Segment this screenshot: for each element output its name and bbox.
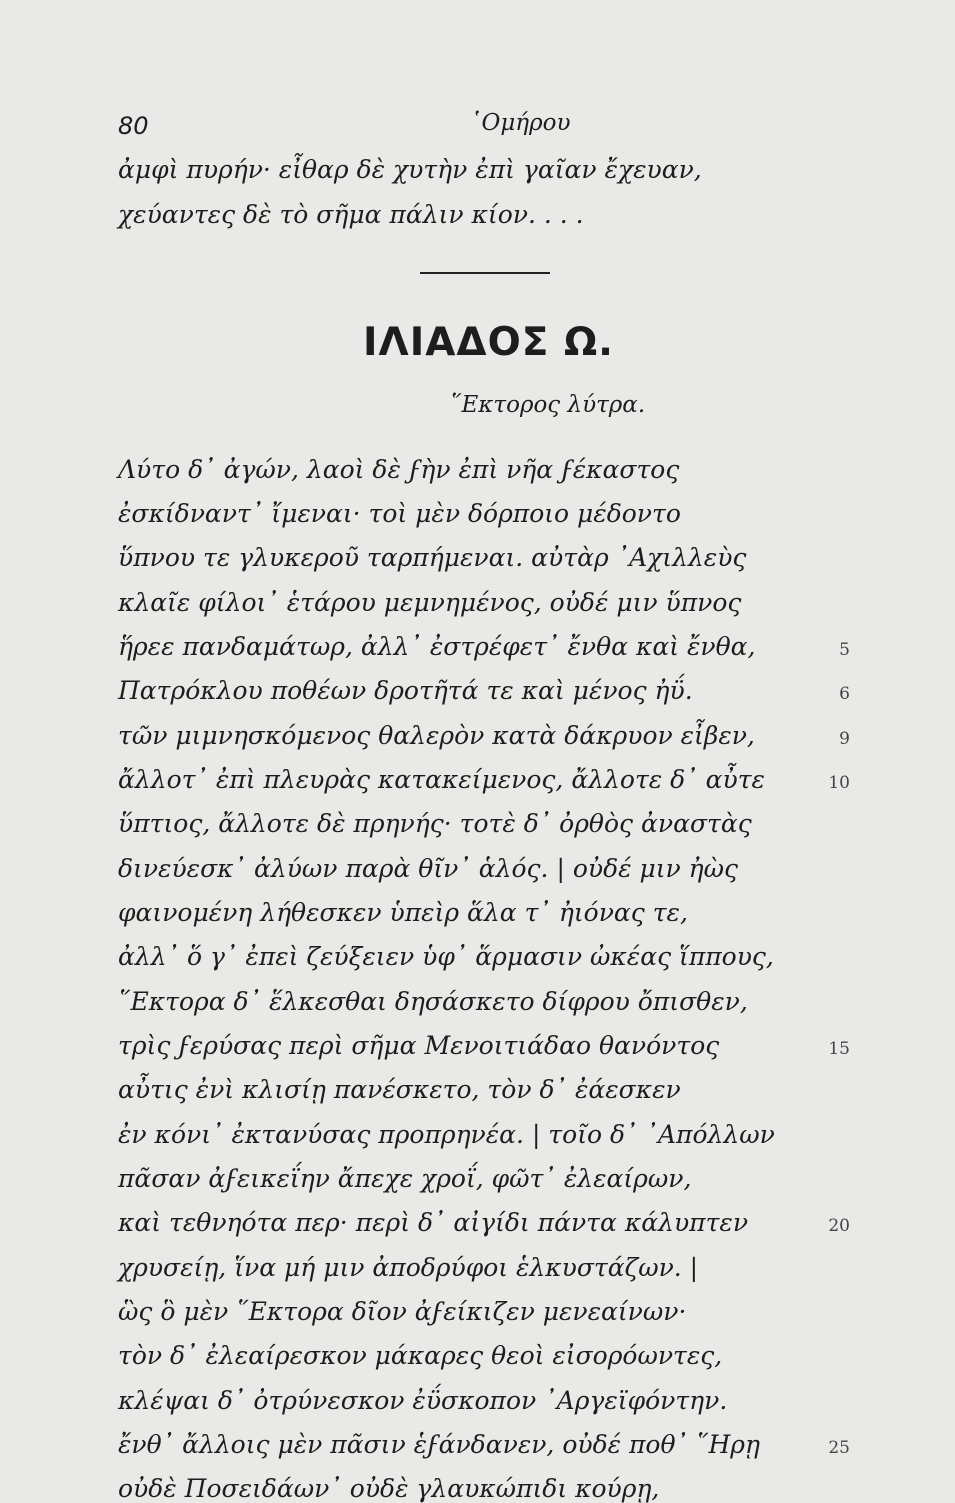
verse-line: ἥρεε πανδαμάτωρ, ἀλλ᾽ ἐστρέφετ᾽ ἔνθα καὶ ἔνθα, [118, 632, 756, 661]
line-number: 6 [839, 684, 850, 704]
verse-line: κλαῖε φίλοι᾽ ἑτάρου μεμνημένος, οὐδέ μιν ὕπνος [118, 588, 742, 617]
verse-line: ὕπνου τε γλυκεροῦ ταρπήμεναι. αὐτὰρ ᾿Αχιλλεὺς [118, 543, 747, 572]
verse-line: ὣς ὃ μὲν ῞Εκτορα δῖον ἀϝείκιζεν μενεαίνων· [118, 1297, 687, 1326]
line-number: 9 [839, 729, 850, 749]
intro-line: ἀμφὶ πυρήν· εἶθαρ δὲ χυτὴν ἐπὶ γαῖαν ἔχευαν, [118, 155, 702, 184]
verse-line: τρὶς ϝερύσας περὶ σῆμα Μενοιτιάδαο θανόντος [118, 1031, 720, 1060]
verse-line: ἐσκίδναντ᾽ ἴμεναι· τοὶ μὲν δόρποιο μέδοντο [118, 499, 681, 528]
verse-line: ἀλλ᾽ ὅ γ᾽ ἐπεὶ ζεύξειεν ὑφ᾽ ἅρμασιν ὠκέας ἵππους, [118, 942, 774, 971]
line-number: 20 [828, 1216, 850, 1236]
verse-line: φαινομένη λήθεσκεν ὑπεὶρ ἅλα τ᾽ ἠιόνας τε, [118, 898, 688, 927]
verse-line: Λύτο δ᾽ ἀγών, λαοὶ δὲ ϝὴν ἐπὶ νῆα ϝέκαστος [118, 455, 680, 484]
verse-line: ἐν κόνι᾽ ἐκτανύσας προπρηνέα. | τοῖο δ᾽ ᾿Απόλλων [118, 1120, 775, 1149]
verse-line: Πατρόκλου ποθέων δροτῆτά τε καὶ μένος ἠΰ. [118, 676, 693, 705]
book-title: ΙΛΙΑΔΟΣ Ω. [363, 320, 614, 365]
intro-line: χεύαντες δὲ τὸ σῆμα πάλιν κίον. . . . [118, 200, 584, 229]
verse-line: ὕπτιος, ἄλλοτε δὲ πρηνής· τοτὲ δ᾽ ὀρθὸς ἀναστὰς [118, 809, 752, 838]
page-number: 80 [118, 112, 149, 140]
verse-line: τῶν μιμνησκόμενος θαλερὸν κατὰ δάκρυον εἶβεν, [118, 721, 755, 750]
section-divider [420, 272, 550, 274]
book-subtitle: ῞Εκτορος λύτρα. [450, 392, 646, 418]
verse-line: ἔνθ᾽ ἄλλοις μὲν πᾶσιν ἑϝάνδανεν, οὐδέ ποθ᾽ ῞Ηρῃ [118, 1430, 760, 1459]
verse-line: πᾶσαν ἀϝεικεΐην ἄπεχε χροΐ, φῶτ᾽ ἐλεαίρων, [118, 1164, 692, 1193]
verse-line: δινεύεσκ᾽ ἀλύων παρὰ θῖν᾽ ἁλός. | οὐδέ μιν ἠὼς [118, 854, 739, 883]
verse-line: ῞Εκτορα δ᾽ ἕλκεσθαι δησάσκετο δίφρου ὄπισθεν, [118, 987, 748, 1016]
verse-line: οὐδὲ Ποσειδάων᾽ οὐδὲ γλαυκώπιδι κούρῃ, [118, 1474, 660, 1503]
verse-line: αὖτις ἐνὶ κλισίῃ πανέσκετο, τὸν δ᾽ ἐάεσκεν [118, 1075, 681, 1104]
running-title: ῾Ομήρου [470, 110, 571, 136]
verse-line: τὸν δ᾽ ἐλεαίρεσκον μάκαρες θεοὶ εἰσορόωντες, [118, 1341, 723, 1370]
verse-line: ἄλλοτ᾽ ἐπὶ πλευρὰς κατακείμενος, ἄλλοτε δ᾽ αὖτε [118, 765, 765, 794]
verse-line: καὶ τεθνηότα περ· περὶ δ᾽ αἰγίδι πάντα κάλυπτεν [118, 1208, 749, 1237]
line-number: 10 [828, 773, 850, 793]
verse-line: χρυσείῃ, ἵνα μή μιν ἀποδρύφοι ἑλκυστάζων. | [118, 1253, 699, 1282]
line-number: 15 [828, 1039, 850, 1059]
line-number: 5 [839, 640, 850, 660]
line-number: 25 [828, 1438, 850, 1458]
verse-line: κλέψαι δ᾽ ὀτρύνεσκον ἐΰσκοπον ᾿Αργεϊφόντην. [118, 1386, 728, 1415]
